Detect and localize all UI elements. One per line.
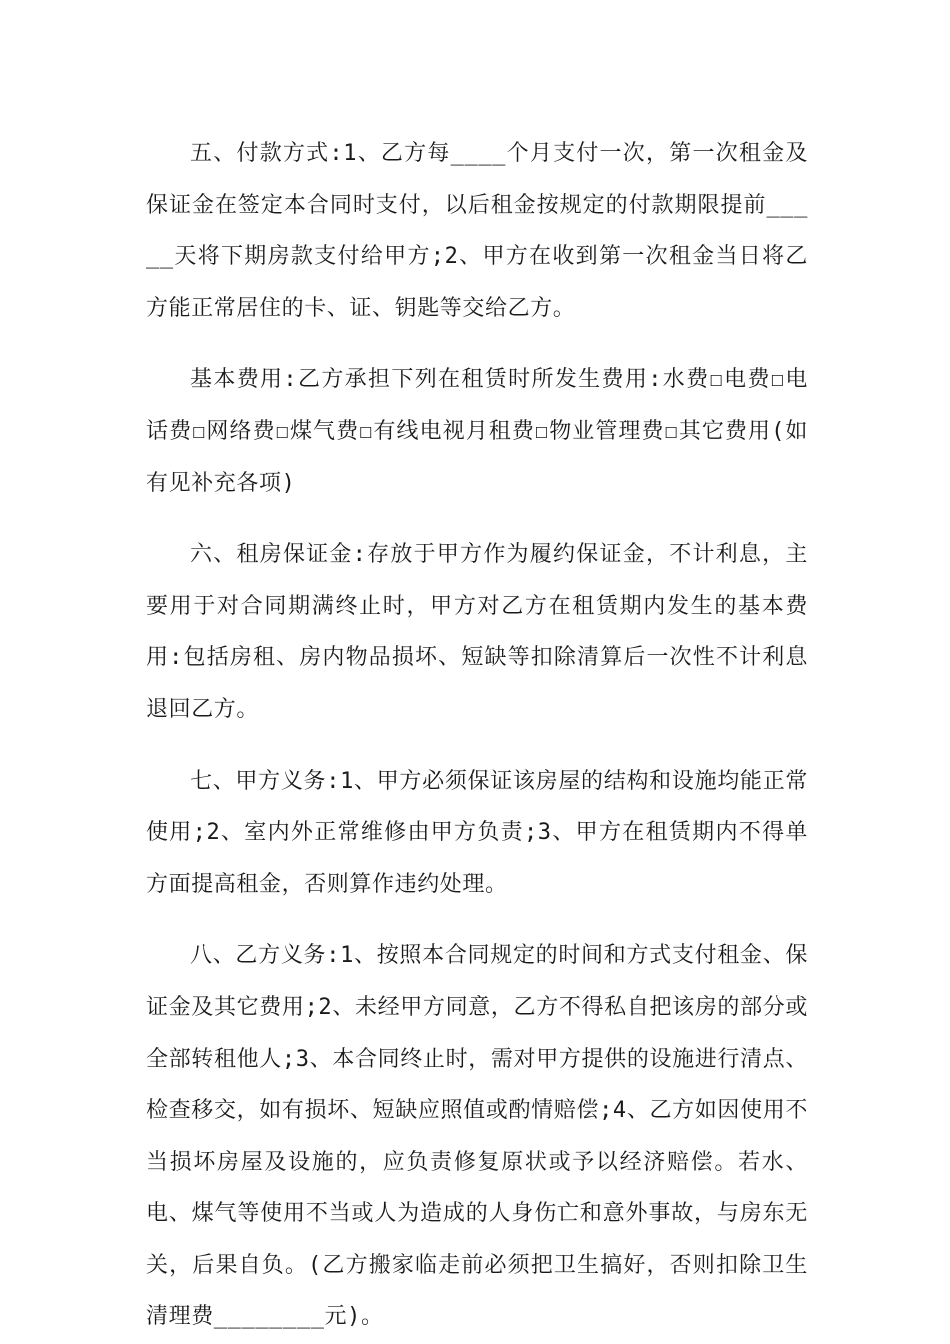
paragraph-tenant-obligations: 八、乙方义务:1、按照本合同规定的时间和方式支付租金、保证金及其它费用;2、未经甲方同意，乙方不得私自把该房的部分或全部转租他人;3、本合同终止时，需对甲方提供的设施进行清点、检查移交，如有损坏、短缺应照值或酌情赔偿;4、乙方如因使用不当损坏房屋及设施的，应负责修复原状或予以经济赔偿。若水、电、煤气等使用不当或人为造成的人身伤亡和意外事故，与房东无关，后果自负。(乙方搬家临走前必须把卫生搞好，否则扣除卫生清理费________元)。	[146, 943, 808, 1330]
document-body	[146, 128, 808, 1343]
paragraph-basic-fees: 基本费用:乙方承担下列在租赁时所发生费用:水费☐电费☐电话费☐网络费☐煤气费☐有线电视月租费☐物业管理费☐其它费用(如有见补充各项)	[146, 367, 808, 496]
paragraph-deposit: 六、租房保证金:存放于甲方作为履约保证金，不计利息，主要用于对合同期满终止时，甲方对乙方在租赁期内发生的基本费用:包括房租、房内物品损坏、短缺等扣除清算后一次性不计利息退回乙方。	[146, 542, 808, 722]
paragraph-payment-method: 五、付款方式:1、乙方每____个月支付一次，第一次租金及保证金在签定本合同时支付，以后租金按规定的付款期限提前_____天将下期房款支付给甲方;2、甲方在收到第一次租金当日将乙方能正常居住的卡、证、钥匙等交给乙方。	[146, 141, 808, 321]
paragraph-landlord-obligations: 七、甲方义务:1、甲方必须保证该房屋的结构和设施均能正常使用;2、室内外正常维修由甲方负责;3、甲方在租赁期内不得单方面提高租金，否则算作违约处理。	[146, 768, 808, 897]
